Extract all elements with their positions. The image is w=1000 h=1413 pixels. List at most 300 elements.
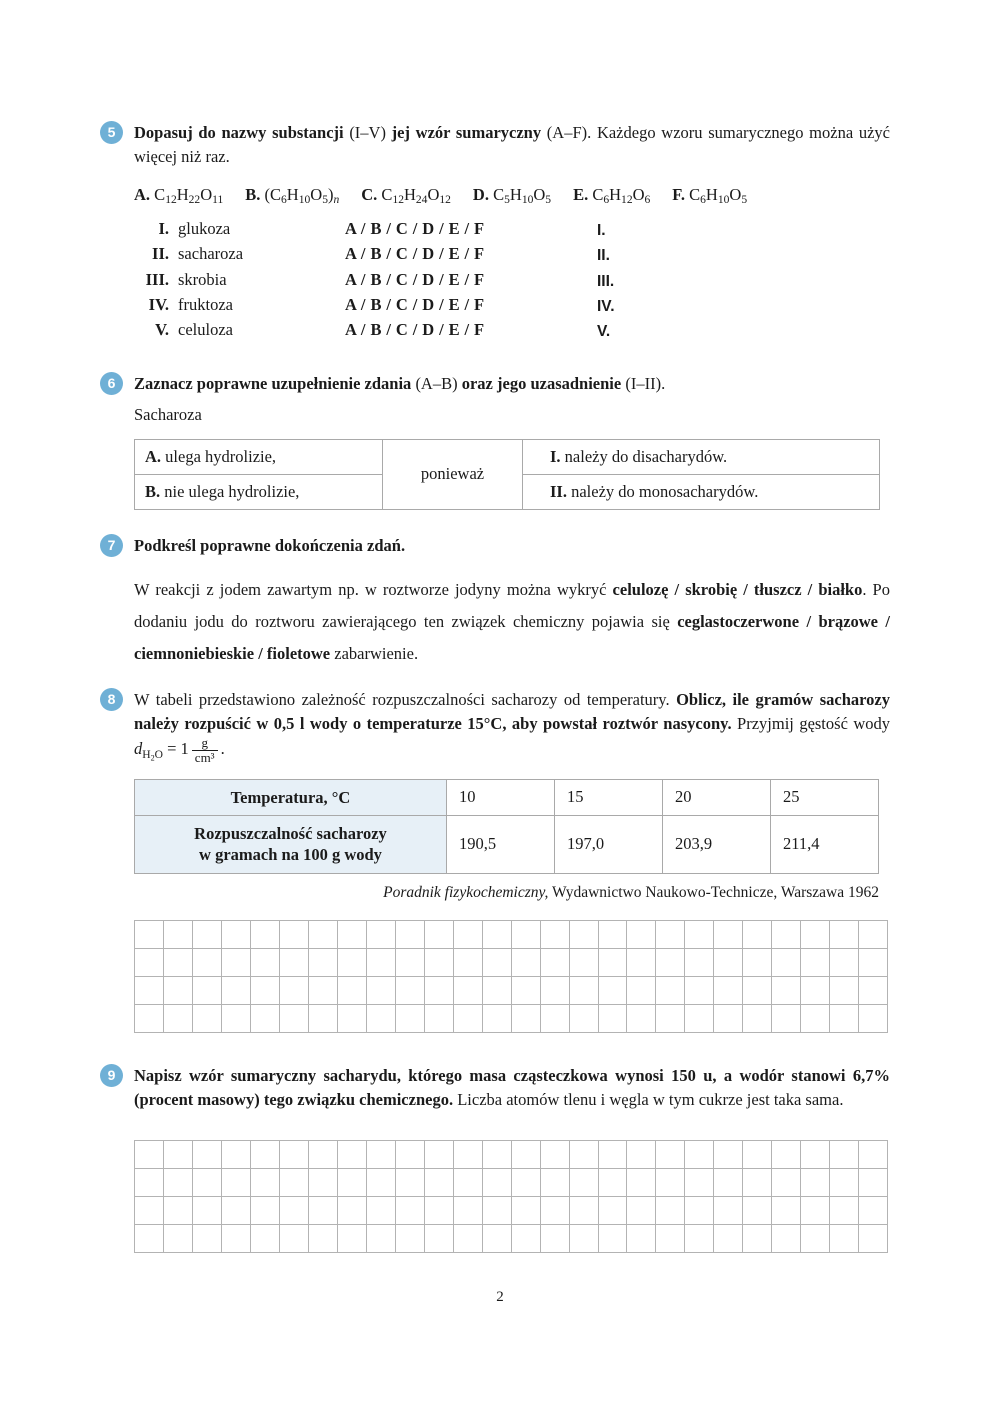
sentence-period: . [220,739,225,759]
answer-grid-cell[interactable] [222,921,251,949]
answer-grid-cell[interactable] [164,1141,193,1169]
answer-grid-cell[interactable] [859,1141,888,1169]
answer-grid-cell[interactable] [396,1197,425,1225]
match-row [134,270,890,295]
answer-grid-cell[interactable] [454,1197,483,1225]
answer-grid-cell[interactable] [164,1169,193,1197]
answer-grid-cell[interactable] [512,1225,541,1253]
answer-grid-cell[interactable] [367,977,396,1005]
answer-grid-cell[interactable] [309,921,338,949]
answer-grid-cell[interactable] [627,1005,656,1033]
prompt-plain-segment: (I–II). [621,374,666,393]
answer-grid-cell[interactable] [627,1141,656,1169]
answer-grid-cell[interactable] [309,1197,338,1225]
exercise-6-subject: Sacharoza [134,404,202,424]
density-symbol: d [134,739,143,759]
match-substance-name: skrobia [178,269,227,289]
answer-grid-cell[interactable] [772,1225,801,1253]
answer-grid-cell[interactable] [743,921,772,949]
answer-slot-column [597,218,615,345]
exercise-7-prompt: Podkreśl poprawne dokończenia zdań. [134,536,406,555]
exercise-number-badge-9: 9 [100,1064,123,1087]
answer-grid-cell[interactable] [772,949,801,977]
answer-grid-cell[interactable] [801,1141,830,1169]
answer-grid-cell[interactable] [164,921,193,949]
answer-grid-cell[interactable] [425,1141,454,1169]
answer-grid-cell[interactable] [685,977,714,1005]
answer-grid-cell[interactable] [135,921,164,949]
answer-grid-8[interactable] [134,920,888,1033]
answer-grid-cell[interactable] [599,921,628,949]
answer-grid-cell[interactable] [280,1225,309,1253]
answer-grid-cell[interactable] [541,1169,570,1197]
answer-grid-cell[interactable] [714,921,743,949]
table-row [135,779,879,815]
answer-grid-cell[interactable] [396,1225,425,1253]
answer-grid-cell[interactable] [599,1141,628,1169]
answer-grid-cell[interactable] [570,921,599,949]
answer-grid-cell[interactable] [801,977,830,1005]
answer-grid-cell[interactable] [367,921,396,949]
answer-grid-cell[interactable] [251,921,280,949]
answer-grid-cell[interactable] [627,1169,656,1197]
answer-grid-cell[interactable] [627,977,656,1005]
answer-grid-cell[interactable] [425,949,454,977]
justification-option-i[interactable] [523,439,880,474]
solubility-value: 190,5 [447,816,555,874]
exercise-6 [100,372,890,510]
answer-grid-cell[interactable] [599,949,628,977]
answer-grid-cell[interactable] [512,977,541,1005]
answer-grid-cell[interactable] [483,949,512,977]
answer-grid-cell[interactable] [396,1169,425,1197]
answer-grid-cell[interactable] [801,949,830,977]
exercise-7 [100,534,890,670]
answer-grid-cell[interactable] [541,1225,570,1253]
answer-grid-cell[interactable] [222,949,251,977]
answer-grid-cell[interactable] [801,1005,830,1033]
answer-grid-row [135,1197,888,1225]
answer-grid-cell[interactable] [222,1169,251,1197]
prompt-bold-segment: jej wzór sumaryczny [391,123,542,142]
formula-letter-f: F. [672,184,685,204]
answer-grid-cell[interactable] [454,1141,483,1169]
answer-grid-cell[interactable] [570,1225,599,1253]
answer-grid-cell[interactable] [743,977,772,1005]
underline-choices-substance[interactable]: celulozę / skrobię / tłuszcz / białko [612,579,863,599]
answer-grid-cell[interactable] [627,949,656,977]
answer-grid-cell[interactable] [772,977,801,1005]
prompt-bold-segment: Dopasuj do nazwy substancji [134,123,344,142]
answer-grid-cell[interactable] [309,1169,338,1197]
prompt-bold-segment: Oblicz, ile gramów sacharozy należy rozpuścić w 0,5 l wody o temperaturze 15°C, aby powstał roztwór nasycony. [134,690,890,733]
answer-grid-cell[interactable] [193,921,222,949]
answer-grid-cell[interactable] [280,1197,309,1225]
answer-grid-cell[interactable] [367,1005,396,1033]
matching-list [134,219,890,346]
answer-grid-cell[interactable] [599,1197,628,1225]
answer-grid-cell[interactable] [570,1141,599,1169]
answer-grid-cell[interactable] [338,1005,367,1033]
answer-grid-cell[interactable] [164,1005,193,1033]
answer-grid-cell[interactable] [656,1197,685,1225]
answer-grid-cell[interactable] [367,1197,396,1225]
prompt-plain-segment: (A–B) [411,374,462,393]
answer-grid-cell[interactable] [280,921,309,949]
answer-grid-cell[interactable] [714,977,743,1005]
answer-grid-cell[interactable] [685,1197,714,1225]
answer-grid-cell[interactable] [656,921,685,949]
answer-grid-cell[interactable] [656,977,685,1005]
answer-grid-cell[interactable] [685,1169,714,1197]
answer-grid-cell[interactable] [135,1169,164,1197]
temperature-value: 20 [663,779,771,815]
exercise-number-badge-5: 5 [100,121,123,144]
answer-grid-cell[interactable] [830,977,859,1005]
justification-option-ii[interactable] [523,474,880,509]
temperature-value: 25 [771,779,879,815]
answer-grid-cell[interactable] [685,1141,714,1169]
answer-grid-cell[interactable] [772,1197,801,1225]
match-roman-numeral: III. [145,269,169,289]
match-answer-options[interactable]: A / B / C / D / E / F [345,269,485,289]
match-substance-name: fruktoza [178,294,233,314]
answer-grid-cell[interactable] [627,921,656,949]
answer-grid-cell[interactable] [483,1197,512,1225]
answer-grid-cell[interactable] [367,1169,396,1197]
answer-grid-cell[interactable] [309,1225,338,1253]
answer-grid-cell[interactable] [830,949,859,977]
underline-choices-color[interactable]: ceglastoczerwone / brązowe / ciemnoniebieskie / fioletowe [134,611,890,664]
answer-grid-cell[interactable] [570,1169,599,1197]
answer-grid-cell[interactable] [396,949,425,977]
answer-grid-cell[interactable] [570,1005,599,1033]
match-answer-options[interactable]: A / B / C / D / E / F [345,218,485,238]
answer-grid-cell[interactable] [425,977,454,1005]
answer-grid-cell[interactable] [454,949,483,977]
solubility-value: 197,0 [555,816,663,874]
answer-grid-cell[interactable] [483,977,512,1005]
prompt-plain-segment: W tabeli przedstawiono zależność rozpuszczalności sacharozy od temperatury. [134,690,677,709]
answer-grid-cell[interactable] [135,977,164,1005]
answer-grid-cell[interactable] [396,977,425,1005]
answer-grid-cell[interactable] [251,1225,280,1253]
answer-grid-cell[interactable] [396,1141,425,1169]
answer-grid-cell[interactable] [338,949,367,977]
exercise-number-badge-7: 7 [100,534,123,557]
answer-grid-cell[interactable] [425,1169,454,1197]
answer-grid-cell[interactable] [714,1169,743,1197]
answer-grid-cell[interactable] [801,1169,830,1197]
formula-letter-b: B. [245,184,261,204]
answer-grid-cell[interactable] [483,1141,512,1169]
option-text: należy do monosacharydów. [566,481,759,501]
answer-grid-cell[interactable] [599,1225,628,1253]
match-row [134,320,890,345]
header-line-1: Rozpuszczalność sacharozy [194,824,387,843]
answer-grid-cell[interactable] [570,1197,599,1225]
option-text: ulega hydrolizie, [161,446,277,466]
prompt-bold-segment: oraz jego uzasadnienie [461,374,622,393]
answer-grid-cell[interactable] [599,1005,628,1033]
answer-grid-cell[interactable] [627,1225,656,1253]
statement-option-a[interactable] [135,439,383,474]
answer-grid-cell[interactable] [859,949,888,977]
answer-grid-cell[interactable] [251,1197,280,1225]
exercise-9-prompt [134,1064,890,1112]
fraction-denominator: cm³ [192,750,218,765]
exercise-8 [100,688,890,1033]
answer-grid-cell[interactable] [222,1197,251,1225]
density-subscript: H2O [142,748,163,762]
statement-justification-table [134,439,880,510]
answer-grid-cell[interactable] [743,1005,772,1033]
answer-grid-cell[interactable] [280,949,309,977]
answer-grid-cell[interactable] [309,1005,338,1033]
answer-slot[interactable]: II. [597,247,610,265]
answer-grid-cell[interactable] [859,1169,888,1197]
exercise-7-sentence [134,574,890,671]
answer-grid-cell[interactable] [714,1225,743,1253]
answer-grid-cell[interactable] [599,1169,628,1197]
prompt-plain-segment: (I–V) [343,123,392,142]
answer-grid-cell[interactable] [743,949,772,977]
match-row [134,219,890,244]
table-row [135,816,879,874]
fraction-numerator: g [201,734,208,750]
formula-letter-e: E. [573,184,589,204]
answer-grid-cell[interactable] [801,1197,830,1225]
match-row [134,295,890,320]
answer-grid-cell[interactable] [830,1005,859,1033]
answer-grid-cell[interactable] [627,1197,656,1225]
answer-grid-cell[interactable] [859,1197,888,1225]
answer-grid-row [135,1141,888,1169]
answer-grid-cell[interactable] [396,921,425,949]
answer-grid-row [135,949,888,977]
answer-grid-cell[interactable] [830,1225,859,1253]
answer-grid-row [135,1169,888,1197]
answer-grid-cell[interactable] [251,1005,280,1033]
match-answer-options[interactable]: A / B / C / D / E / F [345,320,485,340]
answer-grid-cell[interactable] [859,921,888,949]
answer-grid-cell[interactable] [164,949,193,977]
answer-grid-cell[interactable] [570,977,599,1005]
answer-grid-cell[interactable] [135,949,164,977]
match-answer-options[interactable]: A / B / C / D / E / F [345,244,485,264]
answer-grid-cell[interactable] [541,1197,570,1225]
answer-grid-cell[interactable] [425,1005,454,1033]
exercise-number-badge-8: 8 [100,688,123,711]
sentence-part: W reakcji z jodem zawartym np. w roztworze jodyny można wykryć [134,579,613,599]
answer-grid-cell[interactable] [801,921,830,949]
citation-publisher: Wydawnictwo Naukowo-Technicze, Warszawa 1962 [548,883,879,901]
answer-grid-cell[interactable] [193,1197,222,1225]
answer-grid-cell[interactable] [656,1169,685,1197]
answer-grid-cell[interactable] [483,1225,512,1253]
answer-grid-cell[interactable] [251,949,280,977]
answer-grid-cell[interactable] [222,1225,251,1253]
answer-grid-cell[interactable] [830,1169,859,1197]
answer-grid-cell[interactable] [743,1141,772,1169]
answer-grid-cell[interactable] [164,1197,193,1225]
answer-grid-cell[interactable] [193,949,222,977]
match-substance-name: glukoza [178,218,231,238]
answer-grid-cell[interactable] [251,1169,280,1197]
answer-grid-cell[interactable] [135,1005,164,1033]
answer-grid-cell[interactable] [425,1225,454,1253]
answer-grid-row [135,1005,888,1033]
answer-grid-cell[interactable] [251,1141,280,1169]
statement-option-b[interactable] [135,474,383,509]
answer-grid-cell[interactable] [338,921,367,949]
answer-grid-cell[interactable] [222,977,251,1005]
answer-grid-cell[interactable] [656,949,685,977]
answer-grid-cell[interactable] [193,1005,222,1033]
answer-grid-cell[interactable] [454,977,483,1005]
answer-grid-cell[interactable] [251,977,280,1005]
answer-grid-cell[interactable] [685,1225,714,1253]
answer-grid-cell[interactable] [454,1005,483,1033]
answer-slot[interactable]: I. [597,221,606,239]
answer-grid-cell[interactable] [772,1005,801,1033]
answer-grid-cell[interactable] [425,921,454,949]
answer-grid-cell[interactable] [135,1197,164,1225]
answer-grid-cell[interactable] [685,1005,714,1033]
answer-grid-cell[interactable] [338,1169,367,1197]
answer-grid-cell[interactable] [483,1005,512,1033]
prompt-plain-segment: (A–F). Każdego wzoru sumarycznego można użyć więcej niż raz. [134,123,890,166]
header-line-2: w gramach na 100 g wody [199,845,382,865]
option-text: nie ulega hydrolizie, [160,481,300,501]
answer-grid-cell[interactable] [338,1225,367,1253]
answer-grid-cell[interactable] [656,1005,685,1033]
answer-grid-cell[interactable] [714,949,743,977]
answer-grid-cell[interactable] [541,921,570,949]
answer-grid-cell[interactable] [454,921,483,949]
exercise-5 [100,121,890,346]
table-header-solubility [135,816,447,874]
answer-grid-cell[interactable] [570,949,599,977]
answer-grid-cell[interactable] [280,1005,309,1033]
answer-grid-cell[interactable] [135,1225,164,1253]
answer-grid-row [135,921,888,949]
formula-letter-d: D. [472,184,489,204]
answer-grid-cell[interactable] [772,921,801,949]
answer-grid-cell[interactable] [830,1197,859,1225]
answer-grid-cell[interactable] [512,1005,541,1033]
solubility-value: 211,4 [771,816,879,874]
answer-grid-cell[interactable] [599,977,628,1005]
answer-grid-cell[interactable] [859,1225,888,1253]
answer-grid-cell[interactable] [541,949,570,977]
answer-grid-cell[interactable] [685,949,714,977]
answer-grid-cell[interactable] [367,1141,396,1169]
answer-grid-cell[interactable] [193,1225,222,1253]
answer-grid-cell[interactable] [512,949,541,977]
answer-grid-cell[interactable] [280,1141,309,1169]
answer-grid-cell[interactable] [830,1141,859,1169]
answer-grid-cell[interactable] [483,1169,512,1197]
answer-grid-cell[interactable] [512,1169,541,1197]
answer-grid-cell[interactable] [743,1197,772,1225]
answer-grid-cell[interactable] [193,1169,222,1197]
answer-grid-cell[interactable] [714,1005,743,1033]
exercise-number-badge-6: 6 [100,372,123,395]
answer-grid-cell[interactable] [714,1141,743,1169]
answer-slot[interactable]: III. [597,272,615,290]
answer-grid-cell[interactable] [222,1141,251,1169]
answer-grid-cell[interactable] [193,1141,222,1169]
answer-grid-cell[interactable] [164,1225,193,1253]
density-expression [134,734,225,765]
answer-grid-cell[interactable] [309,977,338,1005]
answer-grid-cell[interactable] [541,977,570,1005]
answer-grid-cell[interactable] [859,1005,888,1033]
answer-grid-cell[interactable] [454,1169,483,1197]
answer-grid-cell[interactable] [425,1197,454,1225]
answer-grid-cell[interactable] [512,1141,541,1169]
answer-grid-cell[interactable] [193,977,222,1005]
answer-grid-cell[interactable] [830,921,859,949]
answer-grid-cell[interactable] [280,977,309,1005]
answer-grid-cell[interactable] [512,1197,541,1225]
answer-grid-cell[interactable] [367,949,396,977]
match-answer-options[interactable]: A / B / C / D / E / F [345,294,485,314]
answer-grid-cell[interactable] [222,1005,251,1033]
answer-grid-cell[interactable] [772,1141,801,1169]
answer-grid-cell[interactable] [483,921,512,949]
answer-grid-cell[interactable] [743,1169,772,1197]
answer-grid-cell[interactable] [135,1141,164,1169]
answer-slot[interactable]: V. [597,323,611,341]
answer-grid-cell[interactable] [743,1225,772,1253]
match-roman-numeral: IV. [148,294,169,314]
answer-grid-cell[interactable] [512,921,541,949]
answer-grid-cell[interactable] [656,1141,685,1169]
answer-slot[interactable]: IV. [597,297,615,315]
answer-grid-cell[interactable] [656,1225,685,1253]
answer-grid-cell[interactable] [685,921,714,949]
answer-grid-cell[interactable] [309,1141,338,1169]
answer-grid-cell[interactable] [367,1225,396,1253]
option-text: należy do disacharydów. [560,446,728,466]
source-citation [134,884,879,902]
exercise-8-prompt [134,688,890,765]
answer-grid-cell[interactable] [454,1225,483,1253]
answer-grid-9[interactable] [134,1140,888,1253]
solubility-data-table [134,779,879,874]
answer-grid-cell[interactable] [541,1141,570,1169]
answer-grid-cell[interactable] [541,1005,570,1033]
connector-cell: ponieważ [383,439,523,509]
answer-grid-cell[interactable] [280,1169,309,1197]
answer-grid-cell[interactable] [338,977,367,1005]
answer-grid-cell[interactable] [338,1197,367,1225]
solubility-value: 203,9 [663,816,771,874]
answer-grid-cell[interactable] [309,949,338,977]
match-substance-name: celuloza [178,320,233,340]
answer-grid-cell[interactable] [338,1141,367,1169]
answer-grid-cell[interactable] [859,977,888,1005]
density-equals: = 1 [167,739,189,759]
exercise-9 [100,1064,890,1253]
answer-grid-cell[interactable] [164,977,193,1005]
answer-grid-cell[interactable] [772,1169,801,1197]
answer-grid-cell[interactable] [714,1197,743,1225]
answer-grid-cell[interactable] [801,1225,830,1253]
answer-grid-cell[interactable] [396,1005,425,1033]
